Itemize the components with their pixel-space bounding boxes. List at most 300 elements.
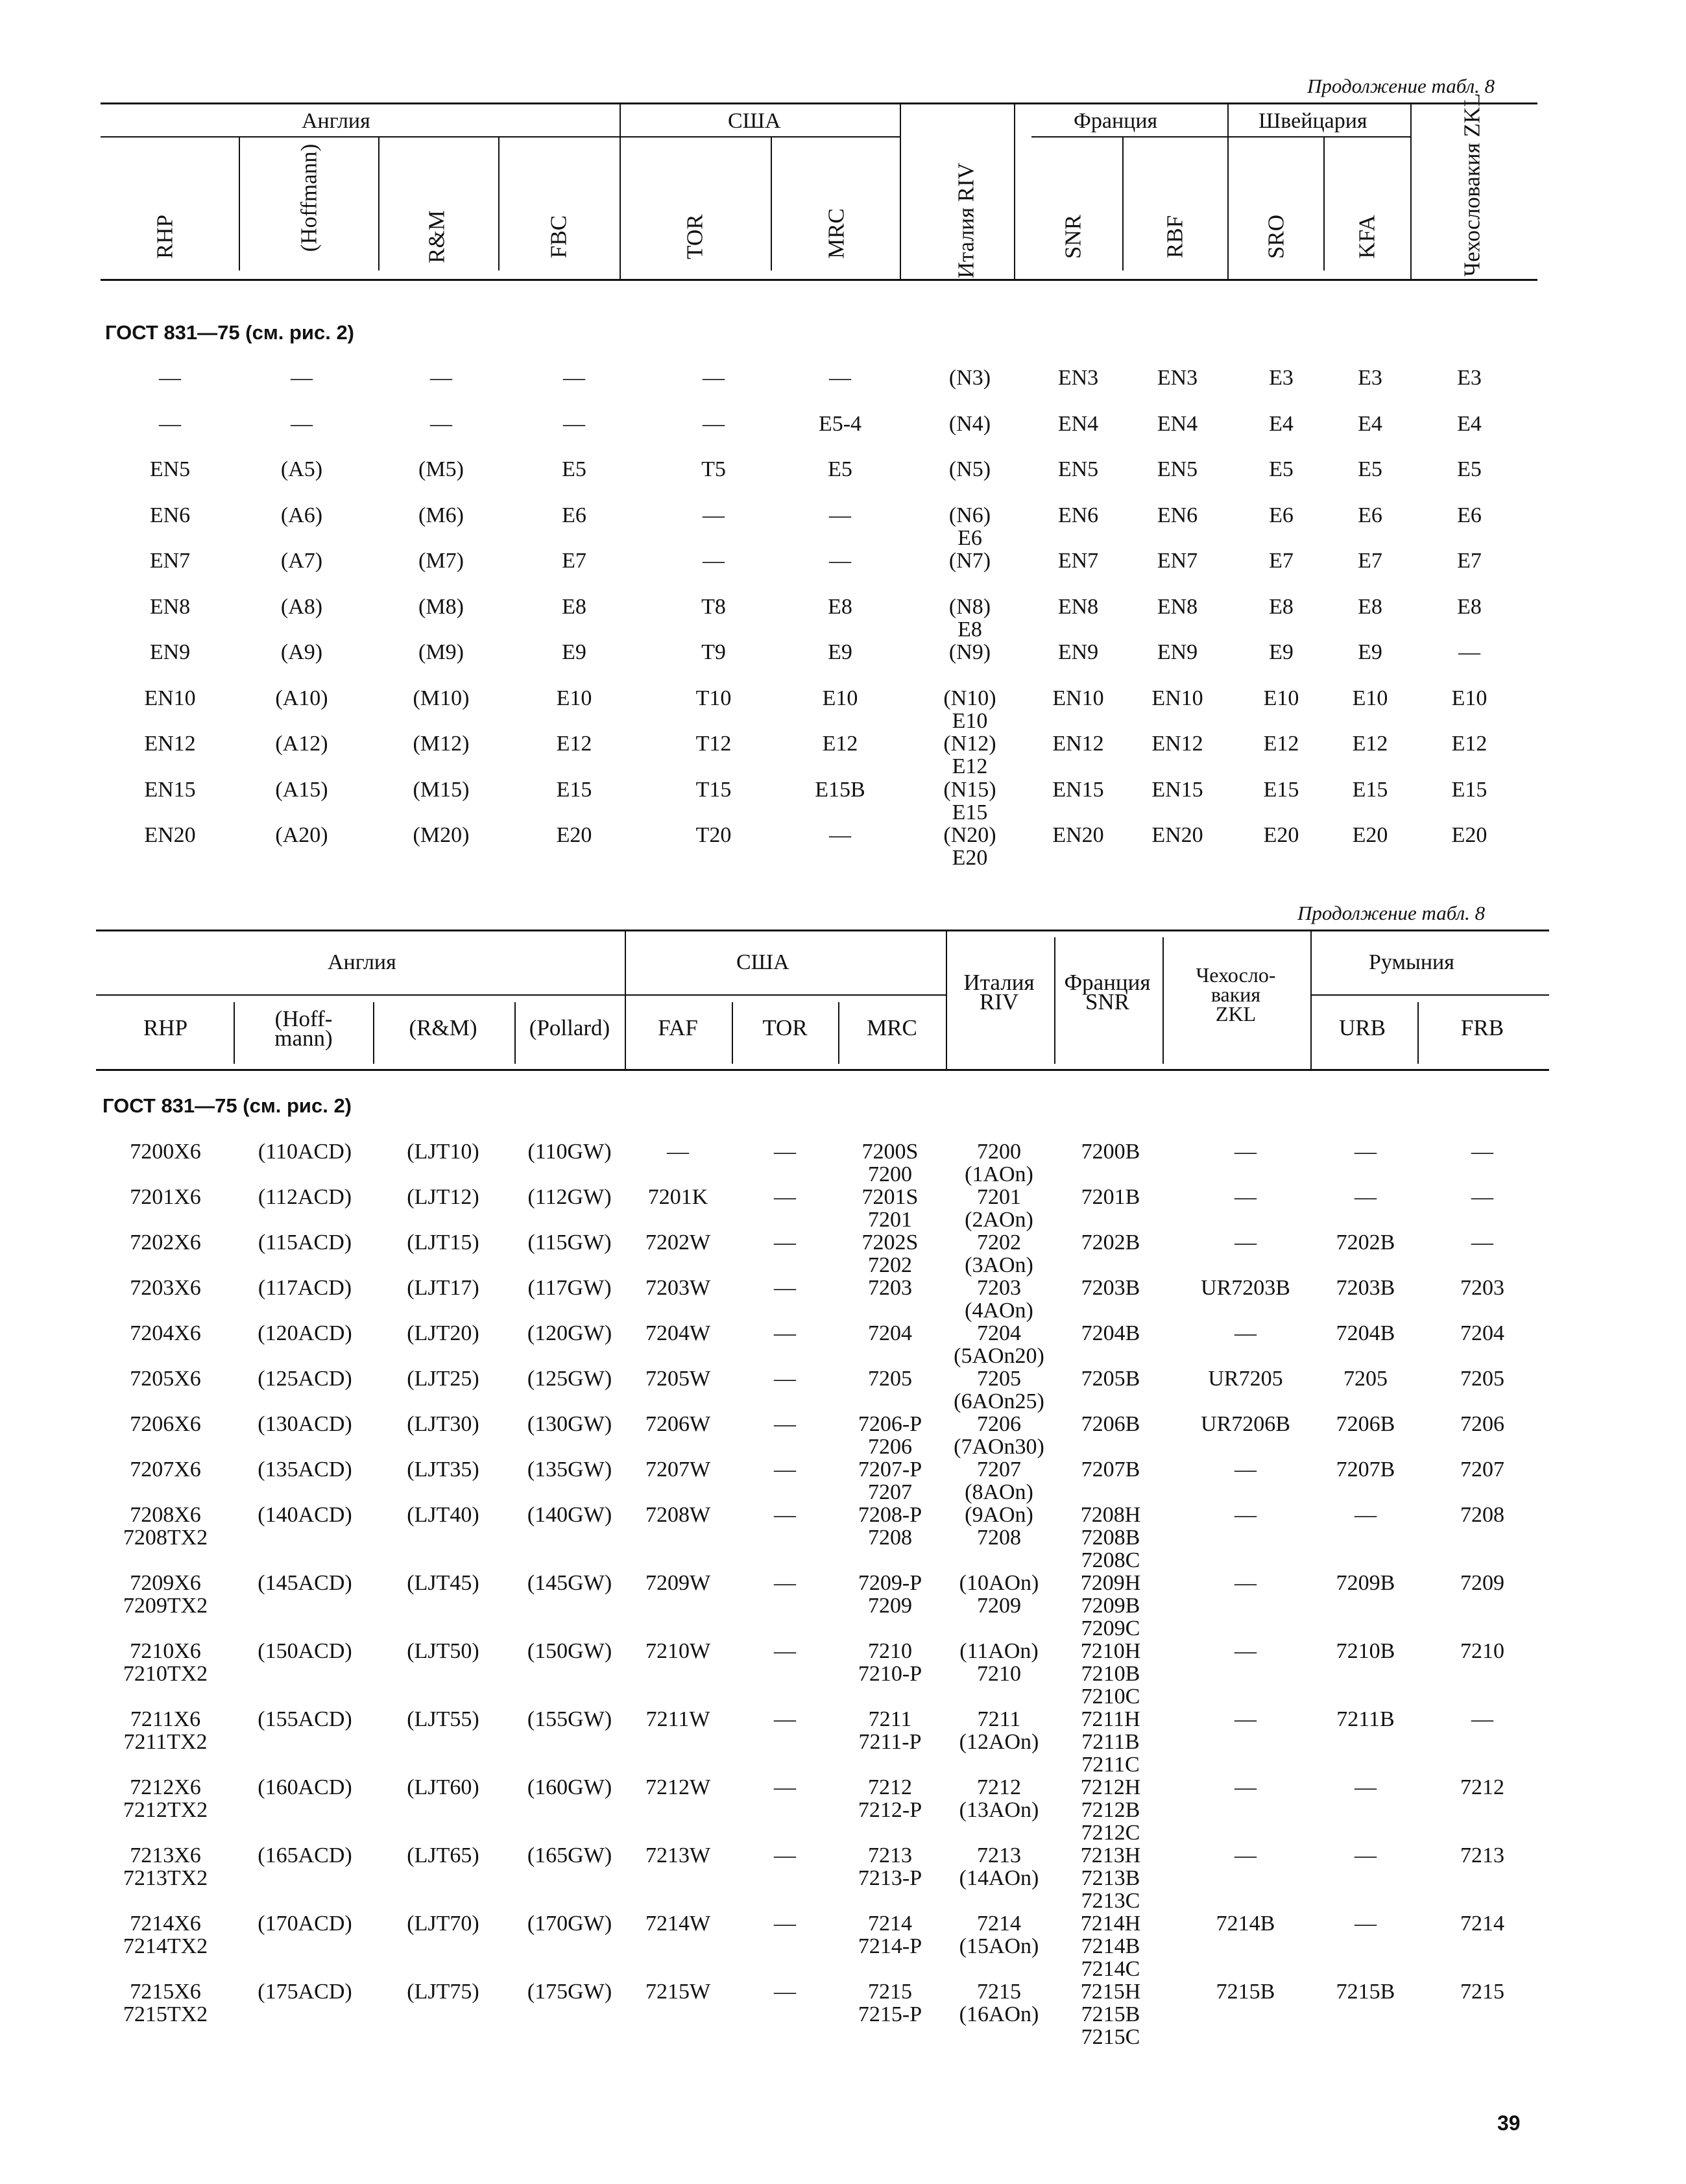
table1-cell: E12: [556, 732, 592, 756]
table1-cell: (A20): [275, 823, 328, 847]
table2-cell: 7205X6: [130, 1367, 201, 1391]
table1-group-rule-france: [1031, 136, 1227, 138]
table2-cell: (LJT15): [407, 1230, 479, 1254]
table2-cell: —: [774, 1412, 796, 1436]
table1-cell: (A10): [275, 686, 328, 710]
table1-cell: E10: [556, 686, 592, 710]
table2-column-header: URB: [1339, 1015, 1386, 1040]
table2-cell: (112GW): [527, 1185, 612, 1209]
table2-cell: (LJT12): [407, 1185, 479, 1209]
table1-col-snr: SNR: [1060, 214, 1086, 259]
table1-cell: E20: [556, 823, 592, 847]
table2-cell: —: [667, 1140, 689, 1164]
table2-cell: 7213 (14AOn): [959, 1843, 1039, 1890]
table2-top-rule: [96, 930, 1549, 931]
table1-cell: (M7): [418, 549, 464, 573]
table2-cell: 7205: [868, 1367, 912, 1391]
table1-cell: (N3): [948, 366, 991, 390]
table2-group-england: Англия: [328, 950, 396, 974]
table2-cell: (LJT17): [407, 1276, 479, 1300]
table2-cell: 7202B: [1081, 1230, 1140, 1254]
table2-cell: 7215B: [1336, 1980, 1395, 2004]
table1-cell: E12: [1263, 732, 1299, 756]
table2-cell: —: [1234, 1639, 1257, 1663]
table1-cell: E6: [1269, 503, 1294, 527]
table2-cell: 7208H 7208B 7208C: [1080, 1503, 1141, 1572]
table1-cell: —: [430, 366, 452, 390]
table2-cell: (115GW): [527, 1230, 612, 1254]
table2-cell: 7212X6 7212TX2: [123, 1775, 208, 1822]
table2-cell: UR7205: [1208, 1367, 1283, 1391]
table2-cell: 7214H 7214B 7214C: [1080, 1912, 1141, 1981]
table1-divider: [378, 138, 379, 270]
table2-cell: (135GW): [527, 1458, 612, 1482]
table1-cell: E5-4: [818, 411, 862, 436]
table2-cell: 7206W: [645, 1412, 711, 1436]
table2-column-header: (Hoff- mann): [274, 1006, 333, 1051]
table1-cell: (M15): [413, 777, 470, 802]
table2-cell: —: [1355, 1503, 1377, 1527]
table2-continuation-caption: Продолжение табл. 8: [1297, 902, 1486, 924]
table1-cell: —: [829, 366, 851, 390]
table1-cell: EN10: [1052, 686, 1104, 710]
table2-cell: —: [1355, 1775, 1377, 1799]
table1-cell: E15: [556, 777, 592, 802]
table1-cell: (A5): [280, 457, 323, 481]
table2-cell: 7210 7210-P: [858, 1639, 922, 1686]
table2-cell: 7211 7211-P: [858, 1707, 922, 1754]
table2-cell: (145ACD): [258, 1571, 352, 1595]
table2-cell: 7202S 7202: [861, 1230, 919, 1277]
table2-cell: —: [1471, 1707, 1493, 1731]
table1-cell: EN10: [144, 686, 196, 710]
table2-cell: (145GW): [527, 1571, 612, 1595]
table1-cell: EN3: [1157, 366, 1198, 390]
table2-divider: [373, 1002, 374, 1064]
table1-cell: (M20): [413, 823, 470, 847]
table2-cell: 7207-P 7207: [858, 1458, 922, 1504]
table1-cell: T8: [701, 594, 726, 619]
table2-section-title: ГОСТ 831—75 (см. рис. 2): [102, 1094, 352, 1117]
table2-cell: —: [1234, 1843, 1257, 1867]
table2-group-rule-usa: [625, 994, 946, 996]
table2-cell: 7203: [1460, 1276, 1504, 1300]
table2-cell: 7215: [1460, 1980, 1504, 2004]
table2-cell: 7215X6 7215TX2: [123, 1980, 208, 2026]
table1-cell: (M6): [418, 503, 464, 527]
table2-cell: 7214: [1460, 1912, 1504, 1936]
table2-cell: 7200B: [1081, 1140, 1140, 1164]
table1-group-usa: США: [728, 109, 781, 133]
table2-cell: (120GW): [527, 1321, 612, 1345]
table2-cell: (170ACD): [258, 1912, 352, 1936]
table2-cell: 7207X6: [130, 1458, 201, 1482]
table1-cell: E4: [1269, 411, 1294, 436]
table2-column-header: FRB: [1460, 1015, 1504, 1040]
table2-cell: 7204B: [1336, 1321, 1395, 1345]
table1-group-rule-switzerland: [1227, 136, 1410, 138]
table2-cell: 7210B: [1336, 1639, 1395, 1663]
table2-divider: [838, 1002, 839, 1064]
table2-cell: (LJT70): [407, 1912, 479, 1936]
table2-divider: [514, 1002, 516, 1064]
table2-cell: (115ACD): [258, 1230, 352, 1254]
table1-cell: EN4: [1157, 411, 1198, 436]
table1-cell: EN15: [1151, 777, 1203, 802]
table1-cell: E5: [828, 457, 852, 481]
table2-column-header: Франция SNR: [1064, 970, 1151, 1014]
table2-cell: 7210W: [645, 1639, 711, 1663]
table1-cell: EN5: [1157, 457, 1198, 481]
table1-cell: (N15) E15: [943, 777, 996, 824]
table1-cell: (N12) E12: [943, 732, 996, 778]
table1-divider: [1122, 138, 1124, 270]
table2-cell: 7206X6: [130, 1412, 201, 1436]
table2-cell: (11AOn) 7210: [959, 1639, 1039, 1686]
table1-divider: [620, 104, 621, 279]
table2-cell: 7206 (7AOn30): [954, 1412, 1044, 1459]
table1-col-sro: SRO: [1263, 214, 1289, 259]
table1-top-rule: [101, 102, 1537, 104]
table1-cell: —: [703, 503, 725, 527]
table1-cell: E5: [562, 457, 586, 481]
table1-cell: E15: [1451, 777, 1487, 802]
table2-cell: (117GW): [527, 1276, 612, 1300]
table2-cell: 7203W: [645, 1276, 711, 1300]
table1-cell: —: [159, 411, 181, 436]
table2-cell: 7215 7215-P: [858, 1980, 922, 2026]
table2-cell: —: [774, 1503, 796, 1527]
table1-divider: [771, 138, 772, 270]
table1-cell: —: [291, 366, 313, 390]
table2-cell: 7215B: [1216, 1980, 1275, 2004]
table1-cell: (A7): [280, 549, 323, 573]
table2-cell: 7208W: [645, 1503, 711, 1527]
table1-cell: T9: [701, 640, 726, 664]
table2-cell: (110GW): [527, 1140, 612, 1164]
table1-cell: EN4: [1057, 411, 1099, 436]
table2-cell: (112ACD): [258, 1185, 352, 1209]
table2-cell: 7206-P 7206: [858, 1412, 922, 1459]
table2-cell: 7200X6: [130, 1140, 201, 1164]
table2-cell: —: [774, 1276, 796, 1300]
table1-cell: EN3: [1057, 366, 1099, 390]
table2-cell: —: [1234, 1321, 1257, 1345]
table1-cell: (M5): [418, 457, 464, 481]
table2-cell: 7211W: [645, 1707, 710, 1731]
table1-cell: EN20: [144, 823, 196, 847]
table2-cell: (117ACD): [258, 1276, 352, 1300]
table2-cell: (LJT40): [407, 1503, 479, 1527]
table1-col-kfa: KFA: [1354, 215, 1380, 259]
table2-cell: —: [774, 1367, 796, 1391]
table1-cell: (M9): [418, 640, 464, 664]
table1-cell: E8: [1269, 594, 1294, 619]
table1-cell: E9: [1358, 640, 1382, 664]
table2-cell: (155GW): [527, 1707, 612, 1731]
table2-cell: 7201K: [647, 1185, 708, 1209]
table2-cell: —: [774, 1185, 796, 1209]
table2-cell: 7202W: [645, 1230, 711, 1254]
table2-cell: (10AOn) 7209: [959, 1571, 1039, 1618]
table2-cell: —: [774, 1571, 796, 1595]
table2-cell: (LJT35): [407, 1458, 479, 1482]
table2-cell: —: [1234, 1571, 1257, 1595]
table1-cell: EN5: [1057, 457, 1099, 481]
table1-group-switzerland: Швейцария: [1258, 109, 1367, 133]
table1-cell: E12: [1352, 732, 1388, 756]
table1-cell: E20: [1451, 823, 1487, 847]
table1-cell: EN15: [144, 777, 196, 802]
table1-cell: E7: [1457, 549, 1482, 573]
table1-cell: (N5): [948, 457, 991, 481]
table1-cell: EN6: [149, 503, 191, 527]
table1-cell: E12: [822, 732, 858, 756]
table2-cell: 7214 (15AOn): [959, 1912, 1039, 1958]
table2-cell: —: [1355, 1140, 1377, 1164]
table2-cell: 7204B: [1081, 1321, 1140, 1345]
table2-cell: —: [1234, 1458, 1257, 1482]
table1-cell: EN10: [1151, 686, 1203, 710]
table1-cell: (M8): [418, 594, 464, 619]
table2-cell: —: [1234, 1185, 1257, 1209]
table1-cell: E8: [562, 594, 586, 619]
table2-cell: 7210: [1460, 1639, 1504, 1663]
table2-cell: —: [774, 1980, 796, 2004]
table1-cell: E9: [562, 640, 586, 664]
table2-cell: (175GW): [527, 1980, 612, 2004]
table2-cell: —: [774, 1458, 796, 1482]
table2-cell: (160GW): [527, 1775, 612, 1799]
table2-column-header: MRC: [867, 1015, 917, 1040]
table1-divider: [239, 138, 240, 270]
table2-cell: 7214X6 7214TX2: [123, 1912, 208, 1958]
table1-cell: (A9): [280, 640, 323, 664]
table2-cell: —: [1234, 1775, 1257, 1799]
table2-cell: (9AOn) 7208: [965, 1503, 1033, 1550]
table1-cell: (A6): [280, 503, 323, 527]
table1-col-fbc: FBC: [546, 215, 572, 259]
table2-cell: 7213W: [645, 1843, 711, 1867]
table1-cell: —: [703, 549, 725, 573]
table2-cell: 7208: [1460, 1503, 1504, 1527]
table2-cell: (LJT60): [407, 1775, 479, 1799]
table2-cell: —: [774, 1775, 796, 1799]
table2-cell: (170GW): [527, 1912, 612, 1936]
table2-cell: 7209H 7209B 7209C: [1080, 1571, 1141, 1640]
table2-cell: (LJT25): [407, 1367, 479, 1391]
table1-cell: T12: [695, 732, 732, 756]
table1-cell: T10: [695, 686, 732, 710]
table2-cell: 7213H 7213B 7213C: [1080, 1843, 1141, 1913]
table1-cell: EN7: [1157, 549, 1198, 573]
table1-cell: (A8): [280, 594, 323, 619]
table1-cell: EN9: [1157, 640, 1198, 664]
table2-cell: 7201X6: [130, 1185, 201, 1209]
table1-cell: E5: [1358, 457, 1382, 481]
table2-cell: —: [774, 1912, 796, 1936]
table2-cell: (LJT75): [407, 1980, 479, 2004]
table1-section-title: ГОСТ 831—75 (см. рис. 2): [105, 321, 355, 344]
table2-divider: [1054, 937, 1055, 1064]
table2-cell: (135ACD): [258, 1458, 352, 1482]
table1-cell: EN7: [149, 549, 191, 573]
table2-divider: [1417, 1002, 1419, 1064]
table2-cell: —: [1471, 1140, 1493, 1164]
table1-cell: E20: [1352, 823, 1388, 847]
table2-cell: —: [1355, 1185, 1377, 1209]
table2-column-header: Чехосло- вакия ZKL: [1196, 963, 1276, 1026]
table1-divider: [1014, 104, 1015, 279]
table2-cell: 7212W: [645, 1775, 711, 1799]
table2-group-usa: США: [736, 950, 789, 974]
table2-cell: 7211X6 7211TX2: [123, 1707, 208, 1754]
table1-cell: EN20: [1151, 823, 1203, 847]
table2-cell: —: [774, 1321, 796, 1345]
table1-cell: E5: [1457, 457, 1482, 481]
table1-cell: (N8) E8: [948, 594, 991, 642]
table1-cell: EN7: [1057, 549, 1099, 573]
table1-cell: —: [430, 411, 452, 436]
table2-cell: (165GW): [527, 1843, 612, 1867]
table1-cell: EN12: [144, 732, 196, 756]
table2-cell: 7207W: [645, 1458, 711, 1482]
table2-cell: 7203B: [1081, 1276, 1140, 1300]
table2-cell: UR7206B: [1201, 1412, 1290, 1436]
table1-cell: (M10): [413, 686, 470, 710]
table2-cell: (LJT50): [407, 1639, 479, 1663]
table2-cell: 7203X6: [130, 1276, 201, 1300]
table1-divider: [1227, 104, 1229, 279]
table2-cell: (LJT55): [407, 1707, 479, 1731]
table2-cell: 7201B: [1081, 1185, 1140, 1209]
table2-divider: [946, 931, 947, 1069]
table2-cell: 7204W: [645, 1321, 711, 1345]
table2-cell: 7201S 7201: [861, 1185, 919, 1232]
table1-cell: E9: [1269, 640, 1294, 664]
table1-cell: E20: [1263, 823, 1299, 847]
table1-group-france: Франция: [1074, 109, 1158, 133]
table1-cell: E6: [1358, 503, 1382, 527]
table1-cell: E4: [1358, 411, 1382, 436]
table2-cell: (LJT20): [407, 1321, 479, 1345]
table1-cell: E10: [1263, 686, 1299, 710]
table2-cell: 7209-P 7209: [858, 1571, 922, 1618]
table2-cell: (150ACD): [258, 1639, 352, 1663]
table1-cell: (N7): [948, 549, 991, 573]
table2-cell: 7211B: [1336, 1707, 1395, 1731]
table2-cell: 7214 7214-P: [858, 1912, 922, 1958]
table1-cell: EN12: [1151, 732, 1203, 756]
table2-cell: —: [1355, 1843, 1377, 1867]
table1-cell: —: [829, 823, 851, 847]
table1-cell: (N4): [948, 411, 991, 436]
table2-cell: 7207: [1460, 1458, 1504, 1482]
table1-cell: E10: [1451, 686, 1487, 710]
table2-cell: 7208-P 7208: [858, 1503, 922, 1550]
table2-cell: 7202B: [1336, 1230, 1395, 1254]
table1-cell: E12: [1451, 732, 1487, 756]
table1-cell: —: [703, 411, 725, 436]
table1-cell: (N10) E10: [943, 686, 996, 733]
table2-cell: 7215W: [645, 1980, 711, 2004]
table1-cell: EN8: [1057, 594, 1099, 619]
table2-cell: 7209B: [1336, 1571, 1395, 1595]
table1-col-rhp: RHP: [152, 214, 178, 259]
table2-cell: 7209W: [645, 1571, 711, 1595]
table1-cell: E15: [1352, 777, 1388, 802]
table2-cell: 7212H 7212B 7212C: [1080, 1775, 1141, 1845]
table1-cell: E6: [562, 503, 586, 527]
table2-group-rule-england: [96, 994, 625, 996]
table2-cell: (LJT65): [407, 1843, 479, 1867]
table1-divider: [1323, 138, 1325, 270]
table2-cell: —: [774, 1230, 796, 1254]
table2-cell: —: [1234, 1230, 1257, 1254]
table2-cell: (160ACD): [258, 1775, 352, 1799]
table1-cell: EN5: [149, 457, 191, 481]
table1-cell: E3: [1269, 366, 1294, 390]
table1-cell: EN9: [1057, 640, 1099, 664]
table2-cell: (120ACD): [258, 1321, 352, 1345]
table2-cell: —: [1471, 1185, 1493, 1209]
table2-divider: [732, 1002, 733, 1064]
table1-header-bottom-rule: [101, 279, 1537, 281]
table2-cell: 7215 (16AOn): [959, 1980, 1039, 2026]
table1-cell: EN6: [1057, 503, 1099, 527]
table2-cell: (125GW): [527, 1367, 612, 1391]
table1-cell: E4: [1457, 411, 1482, 436]
table2-cell: (LJT10): [407, 1140, 479, 1164]
table1-cell: T15: [695, 777, 732, 802]
table1-cell: E5: [1269, 457, 1294, 481]
table2-cell: 7213X6 7213TX2: [123, 1843, 208, 1890]
table1-group-rule-england: [101, 136, 620, 138]
table2-cell: —: [774, 1639, 796, 1663]
table2-cell: 7203: [868, 1276, 912, 1300]
table2-divider: [1162, 937, 1164, 1064]
table2-cell: 7207B: [1336, 1458, 1395, 1482]
table2-cell: 7214W: [645, 1912, 711, 1936]
table2-cell: 7214B: [1216, 1912, 1275, 1936]
table2-cell: 7204X6: [130, 1321, 201, 1345]
table2-column-header: FAF: [658, 1015, 698, 1040]
table2-group-romania: Румыния: [1369, 950, 1454, 974]
table2-cell: 7212 7212-P: [858, 1775, 922, 1822]
table2-cell: 7210H 7210B 7210C: [1080, 1639, 1141, 1709]
table1-cell: —: [563, 411, 585, 436]
table2-cell: (LJT45): [407, 1571, 479, 1595]
table2-cell: (110ACD): [258, 1140, 352, 1164]
table1-col-mrc: MRC: [823, 208, 849, 259]
table1-col-tor: TOR: [682, 214, 708, 259]
table2-cell: (150GW): [527, 1639, 612, 1663]
table2-cell: —: [1471, 1230, 1493, 1254]
table1-cell: E8: [1457, 594, 1482, 619]
table1-cell: —: [1458, 640, 1480, 664]
table1-cell: E8: [828, 594, 852, 619]
table2-cell: 7205: [1460, 1367, 1504, 1391]
table1-col-italy-riv: Италия RIV: [953, 162, 979, 279]
table2-cell: 7209X6 7209TX2: [123, 1571, 208, 1618]
table2-group-rule-romania: [1310, 994, 1549, 996]
table1-cell: (A12): [275, 732, 328, 756]
table1-cell: (N9): [948, 640, 991, 664]
table1-cell: E3: [1457, 366, 1482, 390]
table2-cell: 7206: [1460, 1412, 1504, 1436]
table2-cell: 7207B: [1081, 1458, 1140, 1482]
table1-cell: (M12): [413, 732, 470, 756]
